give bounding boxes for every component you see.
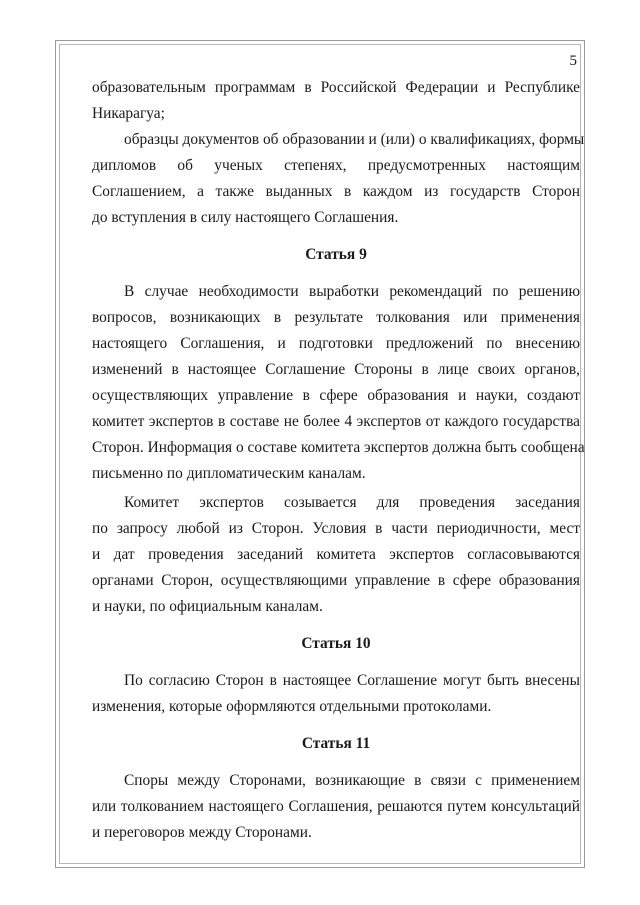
text-line: изменений в настоящее Соглашение Стороны в лице своих органов,	[92, 361, 580, 378]
text-line: вопросов, возникающих в результате толкования или применения	[92, 309, 580, 326]
article-9-paragraph-2	[92, 490, 580, 620]
text-line: органами Сторон, осуществляющими управление в сфере образования	[92, 572, 580, 589]
text-line: Споры между Сторонами, возникающие в связи с применением	[124, 772, 580, 789]
text-line: до вступления в силу настоящего Соглашения.	[92, 209, 399, 226]
text-line: осуществляющих управление в сфере образования и науки, создают	[92, 387, 580, 404]
continuation-paragraph	[92, 75, 580, 127]
text-line: комитет экспертов в составе не более 4 экспертов от каждого государства	[92, 413, 580, 430]
article-9-heading: Статья 9	[305, 246, 367, 263]
text-line: В случае необходимости выработки рекомендаций по решению	[124, 283, 580, 300]
text-line: настоящего Соглашения, и подготовки предложений по внесению	[92, 335, 580, 352]
article-11-heading: Статья 11	[301, 735, 371, 752]
text-line: Никарагуа;	[92, 105, 165, 122]
text-line: образовательным программам в Российской Федерации и Республике	[92, 79, 580, 96]
article-11-paragraph-1	[92, 768, 580, 846]
text-line: письменно по дипломатическим каналам.	[92, 465, 366, 482]
text-line: и переговоров между Сторонами.	[92, 824, 312, 841]
article-10-heading: Статья 10	[301, 635, 371, 652]
page-number: 5	[569, 53, 577, 69]
article-9-paragraph-1	[92, 279, 585, 487]
text-line: или толкованием настоящего Соглашения, решаются путем консультаций	[92, 798, 580, 815]
text-line: Сторон. Информация о составе комитета экспертов должна быть сообщена	[92, 439, 585, 456]
text-line: образцы документов об образовании и (или) о квалификациях, формы	[124, 131, 585, 148]
forms-paragraph	[92, 127, 585, 231]
text-line: и науки, по официальным каналам.	[92, 598, 323, 615]
article-10-paragraph-1	[92, 668, 580, 720]
text-line: дипломов об ученых степенях, предусмотренных настоящим	[92, 157, 580, 174]
text-line: и дат проведения заседаний комитета экспертов согласовываются	[92, 546, 580, 563]
text-line: Комитет экспертов созывается для проведения заседания	[124, 494, 580, 511]
document-body	[92, 75, 585, 846]
text-line: изменения, которые оформляются отдельными протоколами.	[92, 698, 492, 715]
text-line: Соглашением, а также выданных в каждом из государств Сторон	[92, 183, 580, 200]
text-line: По согласию Сторон в настоящее Соглашение могут быть внесены	[124, 672, 580, 689]
text-line: по запросу любой из Сторон. Условия в части периодичности, мест	[92, 520, 580, 537]
